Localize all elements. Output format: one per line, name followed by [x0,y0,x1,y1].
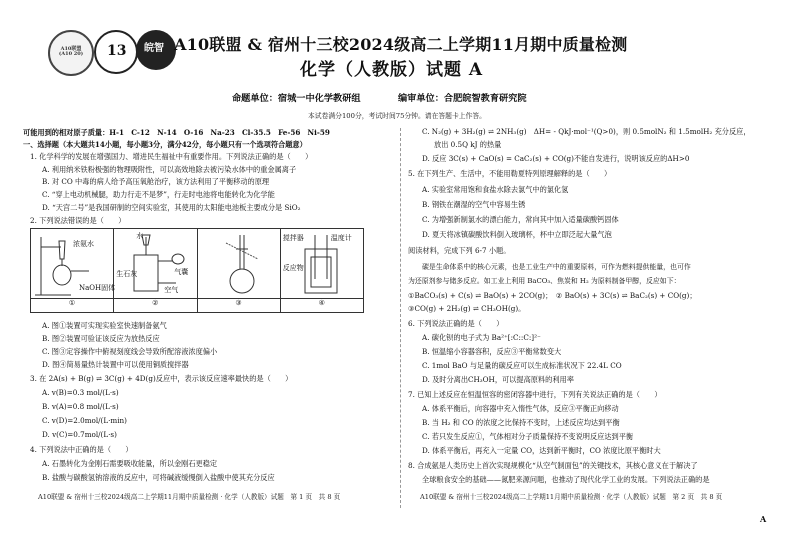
q1-option-a: A. 利用纳米铁粉极强的物理吸附性，可以高效地除去被污染水体中的重金属离子 [42,165,297,174]
q7-option-c: C. 若只发生反应①，气体相对分子质量保持不变说明反应达到平衡 [422,432,634,441]
q4-option-d: D. 反应 3C(s) + CaO(s) = CaC₂(s) + CO(g)不能自发进行，说明该反应的ΔH>0 [422,154,690,163]
q1-option-b: B. 对 CO 中毒的病人给予高压氧舱治疗，该方法利用了平衡移动的原理 [42,177,270,186]
logo-text-2: 13 [107,43,127,59]
q5-option-b: B. 钢铁在潮湿的空气中容易生锈 [422,200,526,209]
q4-option-b: B. 盐酸与碳酸氢钠溶液的反应中，可将碱液缓慢倒入盐酸中使其充分反应 [42,473,275,482]
figure-3-number: ③ [197,299,280,313]
a10-alliance-logo [48,30,94,76]
q4-option-c-cont: 放出 0.5Q kJ 的热量 [434,140,502,149]
page-1-footer: A10联盟 & 宿州十三校2024级高二上学期11月期中质量检测 · 化学（人教版）试题 第 1 页 共 8 页 [38,493,341,501]
q4-option-a: A. 石墨转化为金刚石需要吸收能量，所以金刚石更稳定 [42,459,218,468]
logo-text-3: 皖智 [144,43,164,54]
section-1-heading: 一、选择题（本大题共14小题，每小题3分，满分42分，每小题只有一个选项符合题意） [23,140,307,149]
exothermic-apparatus-figure [114,229,198,299]
q3-option-c: C. v(D)=2.0mol/(L·min) [42,416,127,425]
passage-intro: 阅读材料，完成下列 6-7 小题。 [408,246,511,255]
q4-stem: 4. 下列说法中正确的是（ ） [30,445,133,454]
q7-option-a: A. 体系平衡后，向容器中充入惰性气体，反应③平衡正向移动 [422,404,619,413]
conc-ammonia-label: 浓氨水 [73,240,94,248]
exam-note: 本试卷满分100分，考试时间75分钟。请在答题卡上作答。 [308,112,486,120]
figure-4-number: ④ [280,299,363,313]
q3-option-b: B. v(A)=0.8 mol/(L·s) [42,402,119,411]
q6-option-c: C. 1mol BaO 与足量的碳反应可以生成标准状况下 22.4L CO [422,361,622,370]
page-2-footer: A10联盟 & 宿州十三校2024级高二上学期11月期中质量检测 · 化学（人教版）试题 第 2 页 共 8 页 [420,493,723,501]
figure-4-cell [280,229,363,299]
q7-option-d: D. 体系平衡后，再充入一定量 CO，达到新平衡时，CO 浓度比原平衡时大 [422,446,661,455]
q3-stem: 3. 在 2A(s) + B(g) ⇌ 3C(g) + 4D(g)反应中，表示该反应速率最快的是（ ） [30,374,293,383]
q6-stem: 6. 下列说法正确的是（ ） [408,319,504,328]
q3-option-a: A. v(B)=0.3 mol/(L·s) [42,388,119,397]
reaction-equations-2: ③CO(g) + 2H₂(g) ⇌ CH₃OH(g)。 [408,304,526,313]
wanzhi-logo [136,30,176,70]
q5-stem: 5. 在下列生产、生活中，不能用勒夏特列原理解释的是（ ） [408,169,612,178]
logo-text-1: A10联盟 (A10 20) [58,46,84,57]
q5-option-c: C. 为增强新制氯水的漂白能力，常向其中加入适量碳酸钙固体 [422,215,619,224]
reactant-label: 反应物 [282,264,304,272]
q6-option-d: D. 及时分离出CH₃OH，可以提高原料的利用率 [422,375,574,384]
figure-1-number: ① [31,299,114,313]
figure-3-cell [197,229,280,299]
reviewer-unit: 编审单位：合肥皖智教育研究院 [398,93,527,104]
q2-option-a: A. 图①装置可实现实验室快速制备氨气 [42,321,167,330]
figure-2-cell [114,229,197,299]
q2-option-b: B. 图②装置可验证该反应为放热反应 [42,334,160,343]
q5-option-a: A. 实验室常用饱和食盐水除去氯气中的氯化氢 [422,185,569,194]
q3-option-d: D. v(C)=0.7mol/(L·s) [42,430,117,439]
passage-line-1: 碳是生命体系中的核心元素，也是工业生产中的重要原料，可作为燃料提供能量，也可作 [422,263,691,271]
figure-1-cell [31,229,114,299]
q2-option-d: D. 图④简易量热计装置中可以使用铜质搅拌器 [42,360,189,369]
proposer-unit: 命题单位：宿城一中化学教研组 [232,93,361,104]
atomic-masses: 可能用到的相对原子质量：H-1 C-12 N-14 O-16 Na-23 Cl-35.5 Fe-56 Ni-59 [23,128,330,137]
q1-option-d: D. “天宫二号”是我国研制的空间实验室，其使用的太阳能电池板主要成分是 SiO₂ [42,203,301,212]
exam-subtitle: 化学（人教版）试题 A [300,60,484,80]
q8-line-2: 全球粮食安全的基础——氮肥来源问题，也推动了现代化学工业的发展。下列说法正确的是 [422,475,710,484]
reaction-equations-1: ①BaCO₃(s) + C(s) ⇌ BaO(s) + 2CO(g)； ② BaO(s) + 3C(s) ⇌ BaC₂(s) + CO(g)； [408,291,697,300]
q6-option-a: A. 碳化钡的电子式为 Ba²⁺[:C::C:]²⁻ [422,333,541,342]
thirteen-schools-logo [94,30,138,74]
figure-2-number: ② [114,299,197,313]
q5-option-d: D. 夏天将冰镇碳酸饮料倒入玻璃杯，杯中立即泛起大量气泡 [422,230,612,239]
stirrer-label: 搅拌器 [282,234,304,242]
corner-version-mark: A [760,514,767,524]
q4-option-c: C. N₂(g) + 3H₂(g) ⇌ 2NH₃(g) ΔH= - QkJ·mol⁻¹(Q>0)，则 0.5molN₂ 和 1.5molH₂ 充分反应， [422,127,751,136]
q2-stem: 2. 下列说法错误的是（ ） [30,216,126,225]
q2-figure-table [30,228,364,313]
q6-option-b: B. 恒温缩小容器容积，反应③平衡常数变大 [422,347,562,356]
q1-option-c: C. “穿上电动机械腿，助力行走不是梦”，行走时电池将电能转化为化学能 [42,190,275,199]
q2-option-c: C. 图③定容操作中俯视刻度线会导致所配溶液浓度偏小 [42,347,218,356]
quicklime-label: 生石灰 [116,270,138,278]
column-divider [400,128,401,508]
volumetric-flask-figure [198,229,282,299]
naoh-solid-label: NaOH固体 [79,284,116,292]
q1-stem: 1. 化学科学的发展在增强国力、增进民生福祉中有重要作用。下列说法正确的是（ ） [30,152,313,161]
air-label: 空气 [164,286,179,294]
q8-line-1: 8. 合成氨是人类历史上首次实现规模化“从空气制面包”的关键技术，其核心意义在于解决了 [408,461,698,470]
water-label: 水 [136,232,144,240]
q7-option-b: B. 当 H₂ 和 CO 的浓度之比保持不变时，上述反应均达到平衡 [422,418,620,427]
exam-title: A10联盟 & 宿州十三校2024级高二上学期11月期中质量检测 [174,35,628,54]
passage-line-2: 为还原剂参与储多反应。如工业上利用 BaCO₃、焦炭和 H₂ 为原料制备甲醇，反应如下： [408,277,681,285]
thermometer-label: 温度计 [330,234,352,242]
q7-stem: 7. 已知上述反应在恒温恒容的密闭容器中进行，下列有关说法正确的是（ ） [408,390,662,399]
air-bag-label: 气囊 [174,268,189,276]
